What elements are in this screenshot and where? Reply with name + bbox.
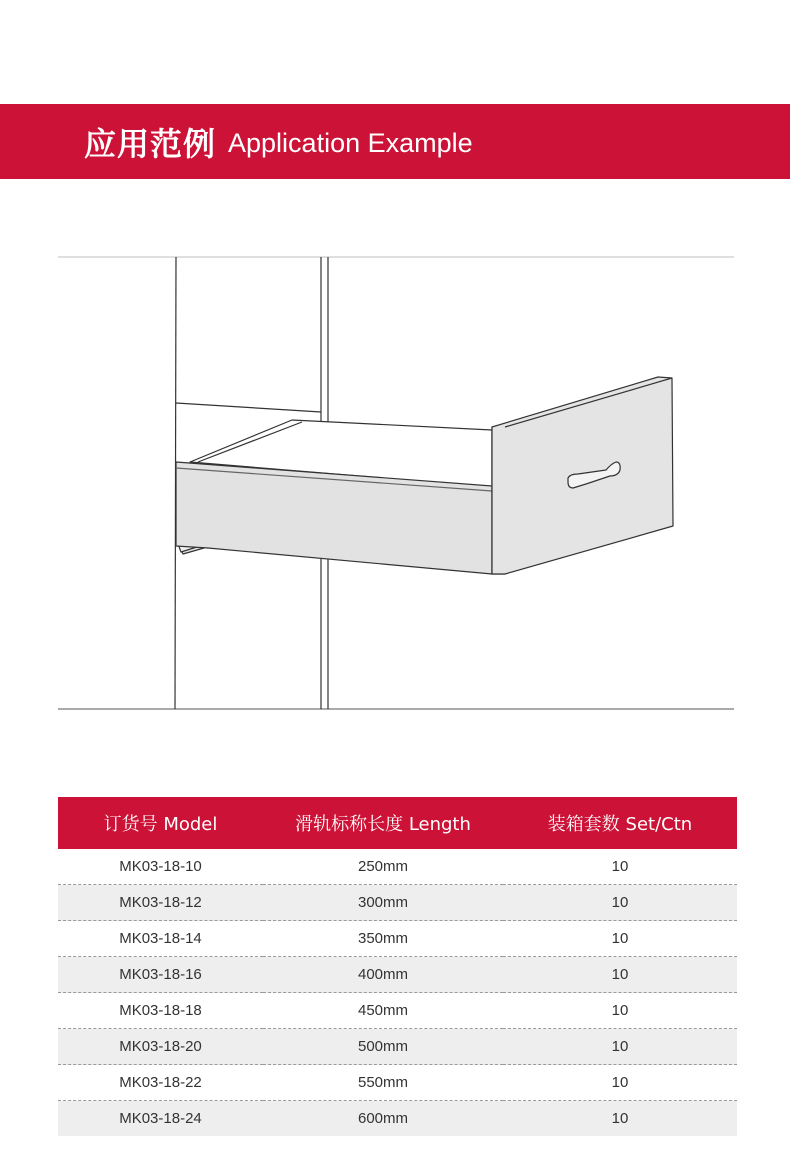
table-row (58, 1029, 737, 1065)
cell-length: 250mm (263, 849, 503, 885)
cell-set: 10 (503, 1101, 737, 1137)
cell-set: 10 (503, 921, 737, 957)
drawer-application-illustration (58, 256, 734, 712)
section-banner (0, 104, 790, 179)
table-row (58, 849, 737, 885)
shelf-line (176, 403, 321, 412)
banner-title-cn: 应用范例 (84, 124, 217, 163)
cell-set: 10 (503, 993, 737, 1029)
table-row (58, 921, 737, 957)
cell-length: 550mm (263, 1065, 503, 1101)
cell-model: MK03-18-22 (58, 1065, 263, 1101)
cell-model: MK03-18-12 (58, 885, 263, 921)
cell-length: 450mm (263, 993, 503, 1029)
cell-set: 10 (503, 957, 737, 993)
cell-set: 10 (503, 1029, 737, 1065)
cell-length: 500mm (263, 1029, 503, 1065)
header-length: 滑轨标称长度 Length (263, 797, 503, 849)
specification-table (58, 797, 737, 1136)
table-row (58, 1101, 737, 1137)
cell-set: 10 (503, 849, 737, 885)
cell-length: 350mm (263, 921, 503, 957)
cell-length: 600mm (263, 1101, 503, 1137)
cell-length: 300mm (263, 885, 503, 921)
cell-model: MK03-18-20 (58, 1029, 263, 1065)
cell-model: MK03-18-14 (58, 921, 263, 957)
cell-set: 10 (503, 1065, 737, 1101)
table-row (58, 1065, 737, 1101)
cell-model: MK03-18-10 (58, 849, 263, 885)
table-row (58, 993, 737, 1029)
header-set-per-carton: 装箱套数 Set/Ctn (503, 797, 737, 849)
cell-set: 10 (503, 885, 737, 921)
cell-model: MK03-18-24 (58, 1101, 263, 1137)
cell-model: MK03-18-18 (58, 993, 263, 1029)
table-header-row (58, 797, 737, 849)
cell-model: MK03-18-16 (58, 957, 263, 993)
table-row (58, 957, 737, 993)
header-model: 订货号 Model (58, 797, 263, 849)
cell-length: 400mm (263, 957, 503, 993)
table-row (58, 885, 737, 921)
banner-title-en: Application Example (228, 128, 473, 158)
